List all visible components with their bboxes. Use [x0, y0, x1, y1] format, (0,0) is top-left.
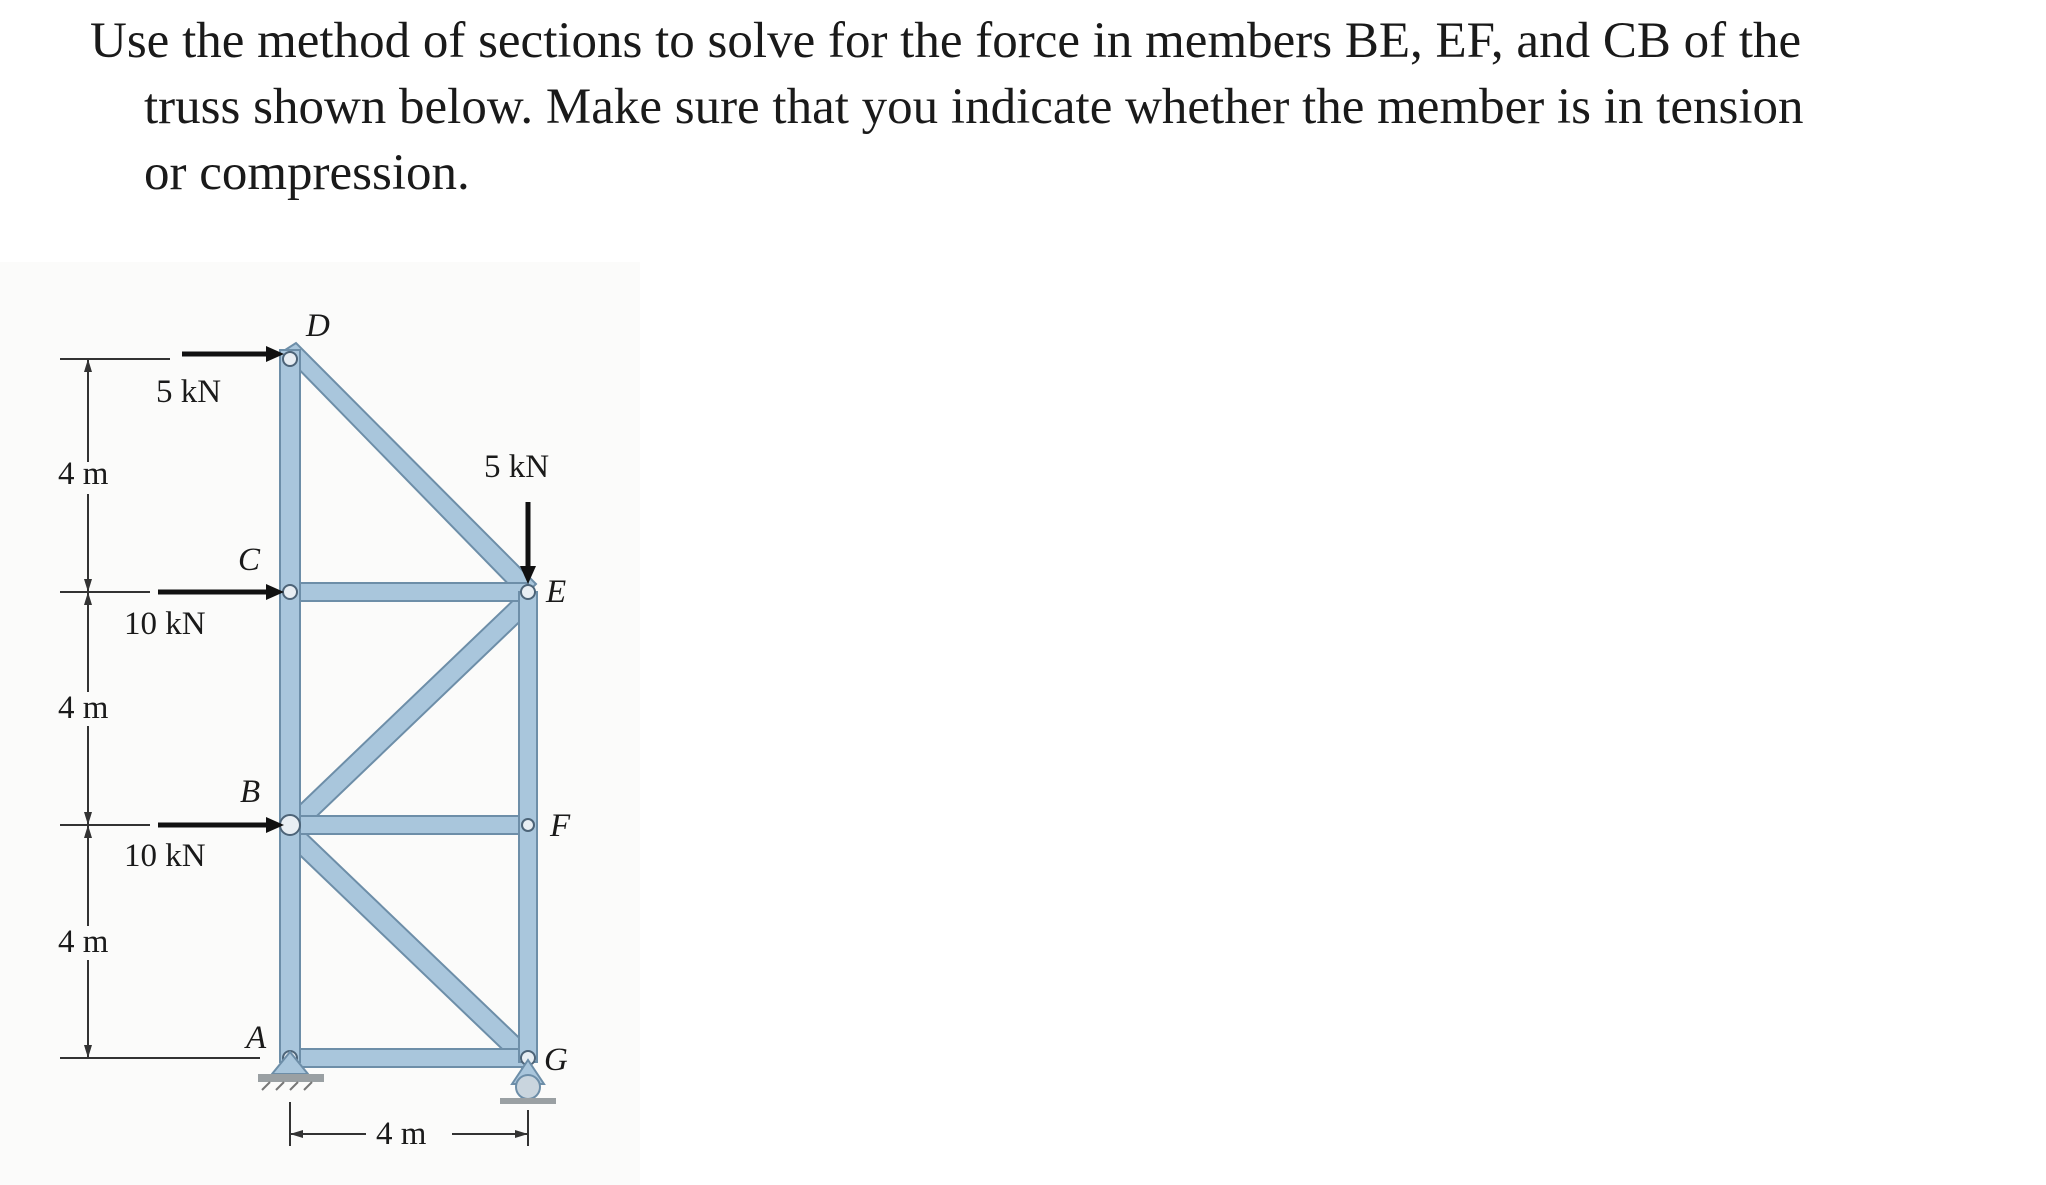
load-label-C: 10 kN [124, 606, 206, 642]
node-label-C: C [238, 542, 261, 578]
problem-statement [90, 8, 2040, 206]
load-label-D: 5 kN [156, 374, 222, 410]
node-label-E: E [546, 574, 567, 610]
pin-E [521, 585, 535, 599]
truss-diagram [0, 262, 640, 1185]
dim-label-width: 4 m [376, 1116, 427, 1152]
problem-line-3: or compression. [144, 145, 470, 201]
load-label-E: 5 kN [484, 449, 550, 485]
node-label-B: B [240, 774, 261, 810]
load-label-B: 10 kN [124, 838, 206, 874]
node-label-A: A [246, 1020, 267, 1056]
problem-line-1: Use the method of sections to solve for the force in members BE, EF, and CB of the [90, 13, 1802, 69]
dim-label-mid: 4 m [58, 690, 109, 726]
node-label-G: G [544, 1042, 568, 1078]
member-BF [282, 816, 528, 834]
member-CE [282, 583, 528, 601]
member-AG [282, 1049, 528, 1067]
pin-C [283, 585, 297, 599]
node-label-D: D [306, 308, 330, 344]
pin-F [522, 819, 534, 831]
problem-line-2: truss shown below. Make sure that you indicate whether the member is in tension [144, 79, 1804, 135]
dim-label-bottom: 4 m [58, 924, 109, 960]
truss-figure [0, 262, 640, 1185]
node-label-F: F [550, 808, 571, 844]
member-AD [280, 350, 300, 1062]
pin-D [283, 352, 297, 366]
dim-label-top: 4 m [58, 456, 109, 492]
